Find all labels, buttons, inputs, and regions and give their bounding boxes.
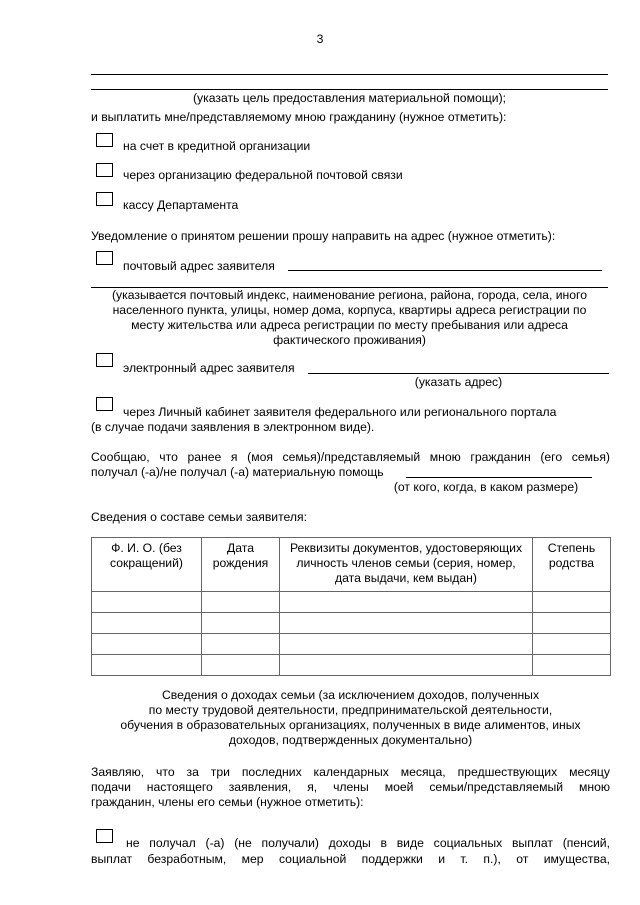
- table-row: [92, 634, 611, 655]
- col-header-fio: Ф. И. О. (без сокращений): [92, 538, 202, 592]
- table-cell[interactable]: [280, 613, 533, 634]
- not-received-income-label-2: выплат безработным, мер социальной поддержки и т. п.), от имущества,: [91, 852, 610, 866]
- postal-hint-line: фактического проживания): [273, 333, 426, 347]
- income-title-line: Сведения о доходах семьи (за исключением доходов, полученных: [161, 688, 540, 702]
- postal-address-hint: [91, 288, 608, 348]
- pay-option-post-label: через организацию федеральной почтовой связи: [123, 168, 403, 182]
- pay-option-cash-checkbox[interactable]: [96, 192, 113, 206]
- col-header-documents: Реквизиты документов, удостоверяющих личность членов семьи (серия, номер, дата выдачи, кем выдан): [280, 538, 533, 592]
- table-cell[interactable]: [202, 634, 280, 655]
- not-received-income-checkbox[interactable]: [96, 829, 113, 843]
- declaration-line: гражданин, члены его семьи (нужное отметить):: [91, 795, 364, 809]
- col-header-birthdate: Дата рождения: [202, 538, 280, 592]
- table-row: [92, 592, 611, 613]
- declaration-line: подачи настоящего заявления, я, члены моей семьи/представляемый мною: [91, 780, 610, 794]
- postal-hint-line: населенного пункта, улицы, номер дома, корпуса, квартиры адреса регистрации по: [112, 303, 587, 317]
- pay-option-bank-label: на счет в кредитной организации: [123, 139, 311, 153]
- postal-address-label: почтовый адрес заявителя: [123, 259, 275, 273]
- postal-hint-line: (указывается почтовый индекс, наименование региона, района, города, села, иного: [111, 288, 588, 302]
- prior-assistance-text: Сообщаю, что ранее я (моя семья)/представляемый мною гражданин (его семья): [91, 450, 610, 464]
- table-cell[interactable]: [533, 592, 611, 613]
- pay-option-bank-checkbox[interactable]: [96, 133, 113, 147]
- table-cell[interactable]: [280, 592, 533, 613]
- postal-address-checkbox[interactable]: [96, 251, 113, 265]
- prior-assistance-text-2: получал (-а)/не получал (-а) материальную помощь: [91, 465, 384, 479]
- cabinet-label: через Личный кабинет заявителя федерального или регионального портала: [123, 405, 557, 419]
- declaration-text: [91, 765, 610, 810]
- table-row: [92, 655, 611, 676]
- purpose-line-2[interactable]: [91, 89, 608, 90]
- email-address-label: электронный адрес заявителя: [123, 361, 295, 375]
- purpose-hint: (указать цель предоставления материальной помощи);: [192, 91, 507, 105]
- col-header-relation: Степень родства: [533, 538, 611, 592]
- table-row: [92, 613, 611, 634]
- prior-assistance-field[interactable]: [406, 477, 592, 478]
- prior-assistance-hint: (от кого, когда, в каком размере): [393, 480, 579, 494]
- table-cell[interactable]: [533, 613, 611, 634]
- table-cell[interactable]: [280, 634, 533, 655]
- table-cell[interactable]: [280, 655, 533, 676]
- pay-option-post-checkbox[interactable]: [96, 163, 113, 177]
- email-address-hint: (указать адрес): [414, 375, 503, 389]
- table-cell[interactable]: [92, 613, 202, 634]
- pay-intro: и выплатить мне/представляемому мною гражданину (нужное отметить):: [91, 110, 507, 124]
- income-title-line: по месту трудовой деятельности, предпринимательской деятельности,: [148, 703, 553, 717]
- family-table: [91, 537, 611, 676]
- cabinet-checkbox[interactable]: [96, 397, 113, 411]
- postal-hint-line: месту жительства или адреса регистрации по месту пребывания или адреса: [131, 318, 568, 332]
- email-address-checkbox[interactable]: [96, 353, 113, 367]
- family-table-header-row: [92, 538, 611, 592]
- table-cell[interactable]: [202, 613, 280, 634]
- table-cell[interactable]: [92, 592, 202, 613]
- purpose-line-1[interactable]: [91, 74, 608, 75]
- income-section-title: [91, 688, 610, 748]
- table-cell[interactable]: [202, 592, 280, 613]
- cabinet-note: (в случае подачи заявления в электронном виде).: [91, 420, 375, 434]
- email-address-field[interactable]: [308, 373, 609, 374]
- not-received-income-label: не получал (-а) (не получали) доходы в виде социальных выплат (пенсий,: [126, 836, 610, 850]
- table-cell[interactable]: [92, 655, 202, 676]
- table-cell[interactable]: [202, 655, 280, 676]
- income-title-line: доходов, подтвержденных документально): [228, 733, 473, 747]
- table-cell[interactable]: [92, 634, 202, 655]
- page-number: 3: [316, 32, 324, 46]
- postal-address-field[interactable]: [288, 270, 602, 271]
- pay-option-cash-label: кассу Департамента: [123, 198, 239, 212]
- family-section-title: Сведения о составе семьи заявителя:: [91, 510, 308, 524]
- notify-intro: Уведомление о принятом решении прошу направить на адрес (нужное отметить):: [91, 229, 556, 243]
- table-cell[interactable]: [533, 655, 611, 676]
- declaration-line: Заявляю, что за три последних календарных месяца, предшествующих месяцу: [91, 765, 610, 779]
- table-cell[interactable]: [533, 634, 611, 655]
- income-title-line: обучения в образовательных организациях, полученных в виде алиментов, иных: [120, 718, 581, 732]
